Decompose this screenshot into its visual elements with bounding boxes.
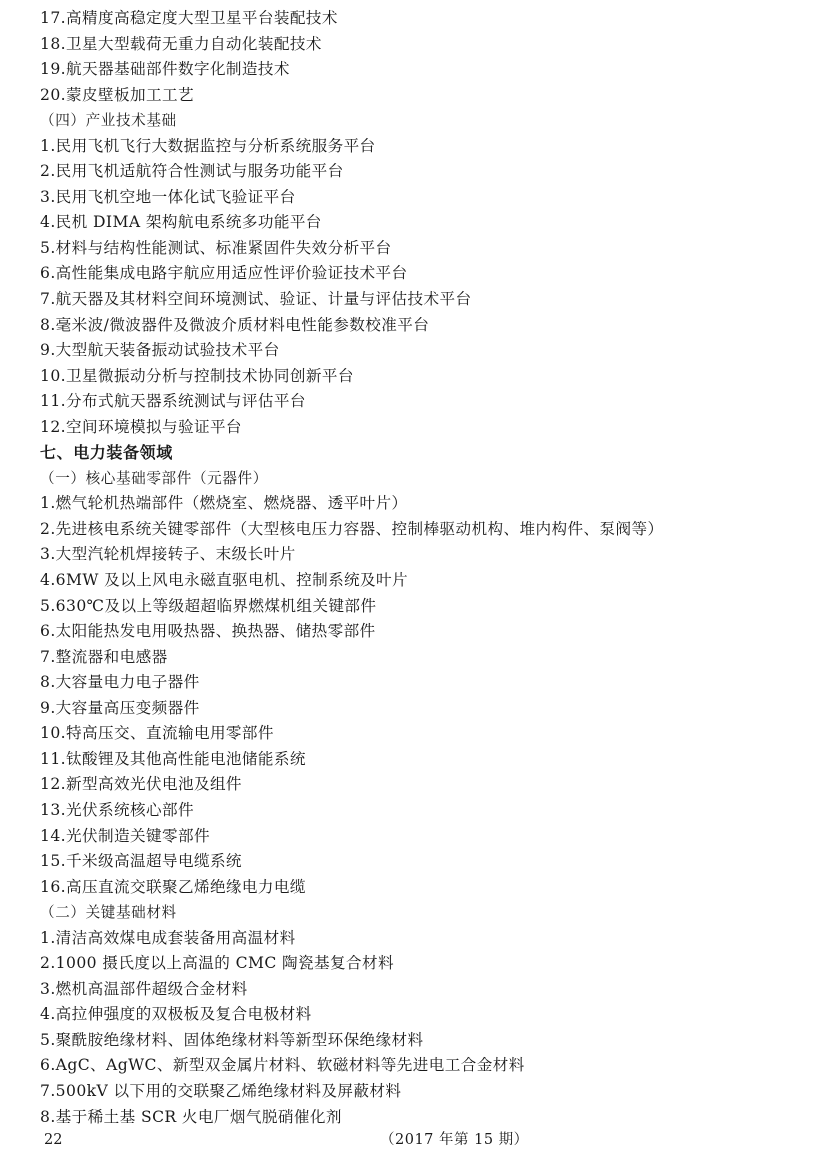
list-item: 9.大型航天装备振动试验技术平台 (40, 341, 280, 360)
list-item: 7.500kV 以下用的交联聚乙烯绝缘材料及屏蔽材料 (40, 1081, 402, 1100)
page-footer (0, 1128, 827, 1152)
subsection-title: （二）关键基础材料 (40, 904, 177, 922)
list-item: 5.630℃及以上等级超超临界燃煤机组关键部件 (40, 596, 377, 615)
list-item: 11.分布式航天器系统测试与评估平台 (40, 392, 306, 411)
list-item: 6.太阳能热发电用吸热器、换热器、储热零部件 (40, 622, 376, 641)
section-heading: 七、电力装备领域 (40, 443, 173, 463)
list-item: 14.光伏制造关键零部件 (40, 826, 210, 845)
list-item: 3.燃机高温部件超级合金材料 (40, 979, 248, 998)
list-item: 15.千米级高温超导电缆系统 (40, 852, 242, 871)
list-item: 9.大容量高压变频器件 (40, 698, 200, 717)
list-item: 10.特高压交、直流输电用零部件 (40, 724, 274, 743)
subsection-title: （一）核心基础零部件（元器件） (40, 469, 268, 487)
list-item: 13.光伏系统核心部件 (40, 800, 194, 819)
list-item: 16.高压直流交联聚乙烯绝缘电力电缆 (40, 877, 306, 896)
list-item: 17.高精度高稳定度大型卫星平台装配技术 (40, 9, 338, 27)
list-item: 1.清洁高效煤电成套装备用高温材料 (40, 928, 296, 947)
list-item: 6.AgC、AgWC、新型双金属片材料、软磁材料等先进电工合金材料 (40, 1056, 525, 1075)
list-item: 1.燃气轮机热端部件（燃烧室、燃烧器、透平叶片） (40, 494, 408, 513)
list-item: 5.聚酰胺绝缘材料、固体绝缘材料等新型环保绝缘材料 (40, 1030, 424, 1049)
list-item: 2.先进核电系统关键零部件（大型核电压力容器、控制棒驱动机构、堆内构件、泵阀等） (40, 519, 664, 538)
list-item: 2.1000 摄氏度以上高温的 CMC 陶瓷基复合材料 (40, 954, 394, 973)
list-item: 7.整流器和电感器 (40, 647, 168, 666)
list-item: 5.材料与结构性能测试、标准紧固件失效分析平台 (40, 238, 392, 257)
list-item: 7.航天器及其材料空间环境测试、验证、计量与评估技术平台 (40, 290, 472, 309)
list-item: 18.卫星大型载荷无重力自动化装配技术 (40, 34, 322, 53)
list-item: 4.6MW 及以上风电永磁直驱电机、控制系统及叶片 (40, 571, 409, 590)
issue-label: （2017 年第 15 期） (380, 1132, 529, 1148)
list-item: 8.毫米波/微波器件及微波介质材料电性能参数校准平台 (40, 315, 430, 334)
list-item: 11.钛酸锂及其他高性能电池储能系统 (40, 749, 306, 768)
list-item: 2.民用飞机适航符合性测试与服务功能平台 (40, 162, 344, 181)
list-item: 20.蒙皮壁板加工工艺 (40, 85, 194, 104)
list-item: 12.新型高效光伏电池及组件 (40, 775, 242, 794)
list-item: 6.高性能集成电路宇航应用适应性评价验证技术平台 (40, 264, 408, 283)
page-number: 22 (44, 1132, 63, 1148)
list-item: 1.民用飞机飞行大数据监控与分析系统服务平台 (40, 136, 376, 155)
document-body (40, 6, 825, 1130)
list-item: 19.航天器基础部件数字化制造技术 (40, 60, 290, 79)
list-item: 8.大容量电力电子器件 (40, 673, 200, 692)
list-item: 12.空间环境模拟与验证平台 (40, 417, 242, 436)
list-item: 4.民机 DIMA 架构航电系统多功能平台 (40, 213, 322, 232)
subsection-title: （四）产业技术基础 (40, 112, 177, 130)
list-item: 8.基于稀土基 SCR 火电厂烟气脱硝催化剂 (40, 1107, 342, 1126)
list-item: 10.卫星微振动分析与控制技术协同创新平台 (40, 366, 354, 385)
list-item: 3.民用飞机空地一体化试飞验证平台 (40, 187, 296, 206)
list-item: 3.大型汽轮机焊接转子、末级长叶片 (40, 545, 296, 564)
list-item: 4.高拉伸强度的双极板及复合电极材料 (40, 1005, 312, 1024)
